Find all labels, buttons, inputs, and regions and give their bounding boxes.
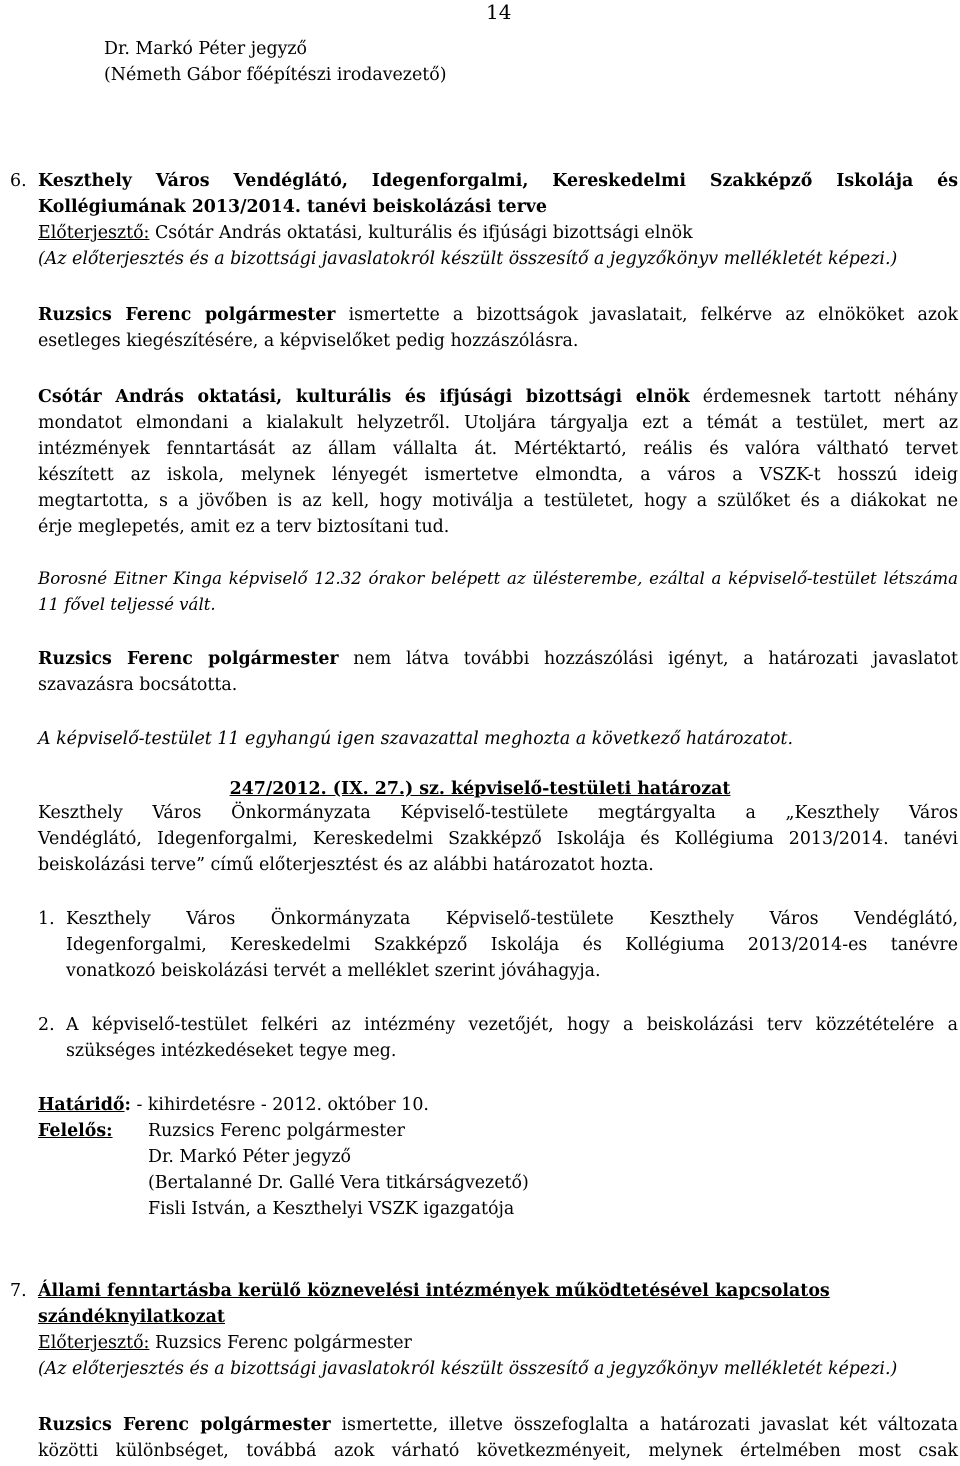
item7-note: (Az előterjesztés és a bizottsági javaslatokról készült összesítő a jegyzőkönyv mellékletét képezi.) (38, 1359, 898, 1379)
presenter-label: Előterjesztő: (38, 223, 150, 243)
item6-title-line: 6. Keszthely Város Vendéglátó, Idegenforgalmi, Kereskedelmi Szakképző Iskolája és (10, 168, 958, 194)
item7-number: 7. (10, 1281, 27, 1301)
resolution-point-2: 2. A képviselő-testület felkéri az intézmény vezetőjét, hogy a beiskolázási terv közzétételére a szükséges intézkedéseket tegye meg. (38, 1015, 958, 1061)
item6-title-line: Kollégiumának 2013/2014. tanévi beiskolázási terve (38, 197, 547, 217)
deadline: Határidő: - kihirdetésre - 2012. október 10. (38, 1095, 429, 1115)
item6-para1: Ruzsics Ferenc polgármester ismertette a bizottságok javaslatait, felkérve az elnököket azok esetleges kiegészítésére, a képviselőket pedig hozzászólásra. (38, 305, 959, 351)
item6-number: 6. (10, 171, 27, 191)
presenter-label: Előterjesztő: (38, 1333, 150, 1353)
resolution-heading: 247/2012. (IX. 27.) sz. képviselő-testületi határozat (229, 779, 731, 799)
item6-para3: Borosné Eitner Kinga képviselő 12.32 órakor belépett az ülésterembe, ezáltal a képviselő-testület létszáma 11 fővel teljessé vált. (38, 569, 958, 614)
item6-note: (Az előterjesztés és a bizottsági javaslatokról készült összesítő a jegyzőkönyv mellékletét képezi.) (38, 249, 898, 269)
responsible-label: Felelős: (38, 1121, 113, 1141)
header-line: (Németh Gábor főépítészi irodavezető) (104, 65, 447, 85)
item6-presenter: Előterjesztő: Csótár András oktatási, kulturális és ifjúsági bizottsági elnök (Az előterjesztés és a bizottsági javaslatokról készült összesítő a jegyzőkönyv mellékletét képezi.) (38, 220, 958, 272)
responsible: Felelős: Ruzsics Ferenc polgármester Dr. Markó Péter jegyző (Bertalanné Dr. Gallé Vera titkárságvezető) Fisli István, a Keszthelyi VSZK igazgatója (38, 1118, 958, 1222)
item7-title: 7. Állami fenntartásba kerülő köznevelési intézmények működtetésével kapcsolatos szándéknyilatkozat (10, 1278, 958, 1330)
page-number: 14 (486, 0, 512, 24)
item6-para2: Csótár András oktatási, kulturális és ifjúsági bizottsági elnök érdemesnek tartott néhány mondatot elmondani a kialakult helyzetről. Utoljára tárgyalja ezt a témát a testület, mert az intézmények fenntartását az állam vállalta át. Mértéktartó, reális és valóra váltható tervet készített az iskola, melynek lényegét ismertetve elmondta, a város a VSZK-t hosszú ideig megtartotta, s a jövőben is az kell, hogy motiválja a testületet, hogy a szülőket és a diákokat ne érje meglepetés, amit ez a terv biztosítani tud. (38, 387, 958, 537)
item6-title (10, 168, 958, 220)
resolution-point-1: 1. Keszthely Város Önkormányzata Képviselő-testülete Keszthely Város Vendéglátó, Idegenforgalmi, Kereskedelmi Szakképző Iskolája és Kollégiuma 2013/2014-es tanévre vonatkozó beiskolázási tervét a melléklet szerint jóváhagyja. (38, 909, 958, 981)
header-names (104, 36, 704, 88)
item7-presenter: Előterjesztő: Ruzsics Ferenc polgármester (Az előterjesztés és a bizottsági javaslatokról készült összesítő a jegyzőkönyv mellékletét képezi.) (38, 1330, 958, 1382)
header-line: Dr. Markó Péter jegyző (104, 39, 308, 59)
resolution-body: Keszthely Város Önkormányzata Képviselő-testülete megtárgyalta a „Keszthely Város Vendéglátó, Idegenforgalmi, Kereskedelmi Szakképző Iskolája és Kollégiuma 2013/2014. tanévi beiskolázási terve” című előterjesztést és az alábbi határozatot hozta. (38, 803, 958, 875)
item6-vote: A képviselő-testület 11 egyhangú igen szavazattal meghozta a következő határozatot. (38, 729, 794, 749)
item6-para4: Ruzsics Ferenc polgármester nem látva további hozzászólási igényt, a határozati javaslatot szavazásra bocsátotta. (38, 649, 959, 695)
item7-para1: Ruzsics Ferenc polgármester ismertette, illetve összefoglalta a határozati javaslat két változata közötti különbséget, továbbá azok várható következményeit, melynek értelmében most csak (38, 1415, 959, 1461)
